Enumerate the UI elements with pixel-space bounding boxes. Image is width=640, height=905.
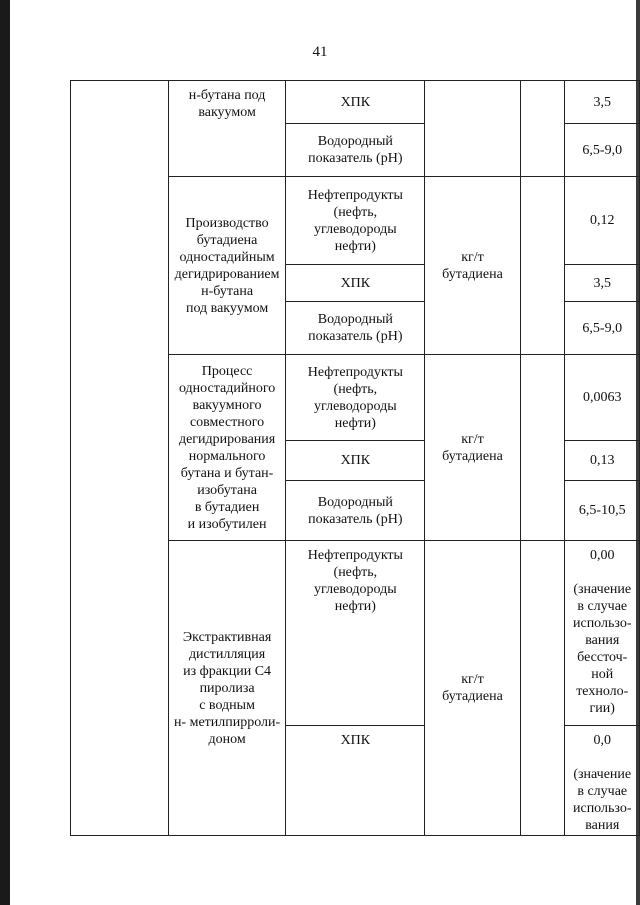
process-cell: Процесс одностадийного вакуумного совместного дегидрирования нормального бутана и бутан- изобутана в бутадиен и изобутилен [168, 355, 286, 541]
process-cell: Экстрактивная дистилляция из фракции С4 пиролиза с водным н- метилпирроли- доном [168, 541, 286, 836]
indicator-cell: Водородный показатель (pH) [286, 124, 425, 177]
blank-cell [520, 81, 565, 177]
value-cell: 0,12 [565, 177, 640, 265]
indicator-cell: Нефтепродукты (нефть, углеводороды нефти) [286, 355, 425, 441]
indicator-cell: ХПК [286, 441, 425, 481]
value-cell: 0,0 (значение в случае использо- вания [565, 726, 640, 836]
indicator-cell: ХПК [286, 726, 425, 836]
indicator-cell: ХПК [286, 81, 425, 124]
indicator-cell: ХПК [286, 265, 425, 302]
value-cell: 6,5-9,0 [565, 124, 640, 177]
unit-cell [425, 81, 520, 177]
unit-cell: кг/т бутадиена [425, 355, 520, 541]
indicator-cell: Водородный показатель (pH) [286, 481, 425, 541]
blank-cell [520, 177, 565, 355]
requirements-table [70, 80, 640, 836]
blank-first-column [71, 81, 169, 836]
unit-cell: кг/т бутадиена [425, 177, 520, 355]
value-cell: 3,5 [565, 81, 640, 124]
process-cell: н-бутана под вакуумом [168, 81, 286, 177]
value-cell: 0,0063 [565, 355, 640, 441]
indicator-cell: Водородный показатель (pH) [286, 302, 425, 355]
value-cell: 6,5-9,0 [565, 302, 640, 355]
value-cell: 0,00 (значение в случае использо- вания бессточ- ной техноло- гии) [565, 541, 640, 726]
blank-cell [520, 355, 565, 541]
value-cell: 6,5-10,5 [565, 481, 640, 541]
blank-cell [520, 541, 565, 836]
process-cell: Производство бутадиена одностадийным дегидрированием н-бутана под вакуумом [168, 177, 286, 355]
unit-cell: кг/т бутадиена [425, 541, 520, 836]
value-cell: 0,13 [565, 441, 640, 481]
value-cell: 3,5 [565, 265, 640, 302]
indicator-cell: Нефтепродукты (нефть, углеводороды нефти) [286, 177, 425, 265]
table-row [71, 81, 640, 124]
page-number: 41 [312, 44, 328, 60]
indicator-cell: Нефтепродукты (нефть, углеводороды нефти) [286, 541, 425, 726]
